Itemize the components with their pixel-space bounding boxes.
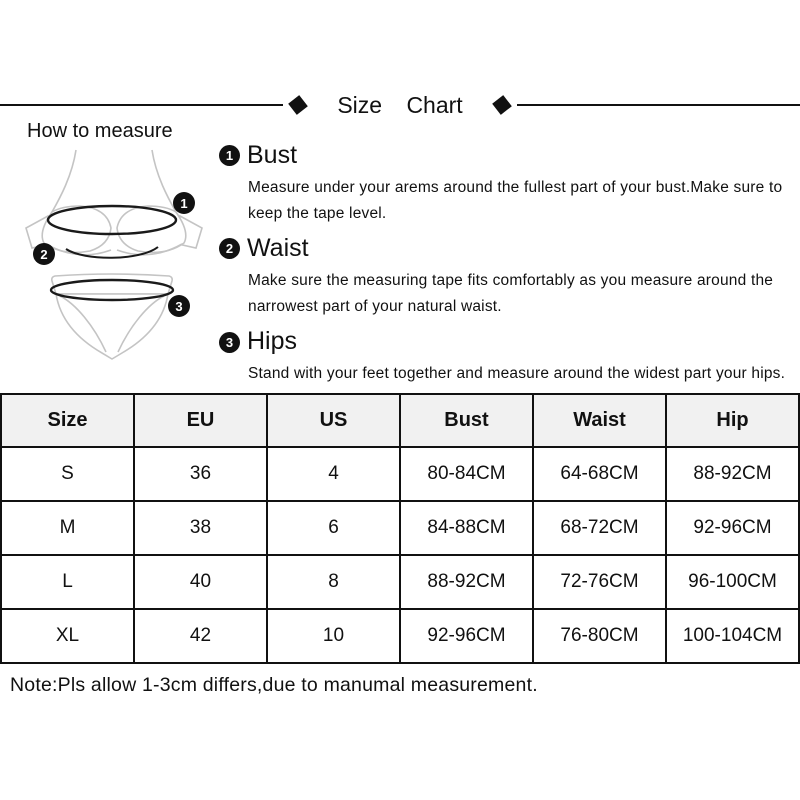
number-badge-3: 3 (219, 332, 240, 353)
title-rule (0, 90, 800, 120)
table-row-m (1, 501, 799, 555)
marker-2 (33, 243, 55, 265)
cell-hip: 100-104CM (666, 609, 799, 663)
section-waist-title: Waist (247, 234, 309, 263)
cell-eu: 36 (134, 447, 267, 501)
table-row-s (1, 447, 799, 501)
cell-us: 6 (267, 501, 400, 555)
bikini-cup-right (117, 206, 186, 252)
bikini-bottom-band (52, 274, 172, 294)
section-bust (219, 142, 799, 228)
size-table-header-row (1, 394, 799, 447)
section-waist-description: Make sure the measuring tape fits comfortably as you measure around the narrowest part of your natural waist. (248, 271, 774, 316)
cell-size: M (1, 501, 134, 555)
diamond-icon (492, 95, 512, 115)
cell-eu: 40 (134, 555, 267, 609)
col-header-bust: Bust (400, 394, 533, 447)
measure-instructions (219, 142, 799, 395)
cell-size: L (1, 555, 134, 609)
marker-2-number: 2 (40, 247, 48, 262)
cell-eu: 38 (134, 501, 267, 555)
bikini-strap-right (152, 150, 176, 212)
bikini-strap-left (52, 150, 76, 212)
bikini-bottom-brief (56, 294, 168, 359)
cell-bust: 84-88CM (400, 501, 533, 555)
section-bust-description: Measure under your arems around the fullest part of your bust.Make sure to keep the tape level. (248, 178, 783, 223)
cell-us: 10 (267, 609, 400, 663)
cell-hip: 92-96CM (666, 501, 799, 555)
cell-bust: 88-92CM (400, 555, 533, 609)
cell-waist: 72-76CM (533, 555, 666, 609)
cell-hip: 96-100CM (666, 555, 799, 609)
marker-1 (173, 192, 195, 214)
cell-waist: 76-80CM (533, 609, 666, 663)
cell-size: S (1, 447, 134, 501)
marker-3 (168, 295, 190, 317)
col-header-size: Size (1, 394, 134, 447)
measurement-note: Note:Pls allow 1-3cm differs,due to manumal measurement. (10, 674, 538, 696)
title-rule-left-line (0, 104, 283, 106)
table-row-l (1, 555, 799, 609)
how-to-measure-title: How to measure (27, 120, 173, 142)
table-row-xl (1, 609, 799, 663)
cell-eu: 42 (134, 609, 267, 663)
cell-us: 8 (267, 555, 400, 609)
section-waist-header (219, 235, 799, 263)
number-badge-1: 1 (219, 145, 240, 166)
cell-bust: 80-84CM (400, 447, 533, 501)
cell-bust: 92-96CM (400, 609, 533, 663)
cell-waist: 64-68CM (533, 447, 666, 501)
bikini-measure-illustration (14, 146, 214, 386)
col-header-waist: Waist (533, 394, 666, 447)
section-hips-title: Hips (247, 327, 298, 356)
col-header-hip: Hip (666, 394, 799, 447)
marker-1-number: 1 (180, 196, 188, 211)
bikini-cup-left (42, 206, 111, 252)
section-bust-header (219, 142, 799, 170)
page-title: Size Chart (337, 91, 463, 118)
diamond-icon (288, 95, 308, 115)
cell-hip: 88-92CM (666, 447, 799, 501)
section-hips-description: Stand with your feet together and measure around the widest part your hips. (248, 364, 786, 382)
title-rule-right-line (517, 104, 800, 106)
size-table (0, 393, 800, 664)
section-bust-title: Bust (247, 141, 298, 169)
col-header-eu: EU (134, 394, 267, 447)
section-hips-header (219, 328, 799, 356)
section-waist (219, 235, 799, 321)
number-badge-2: 2 (219, 238, 240, 259)
col-header-us: US (267, 394, 400, 447)
cell-waist: 68-72CM (533, 501, 666, 555)
cell-us: 4 (267, 447, 400, 501)
section-hips (219, 328, 799, 387)
marker-3-number: 3 (175, 299, 183, 314)
cell-size: XL (1, 609, 134, 663)
